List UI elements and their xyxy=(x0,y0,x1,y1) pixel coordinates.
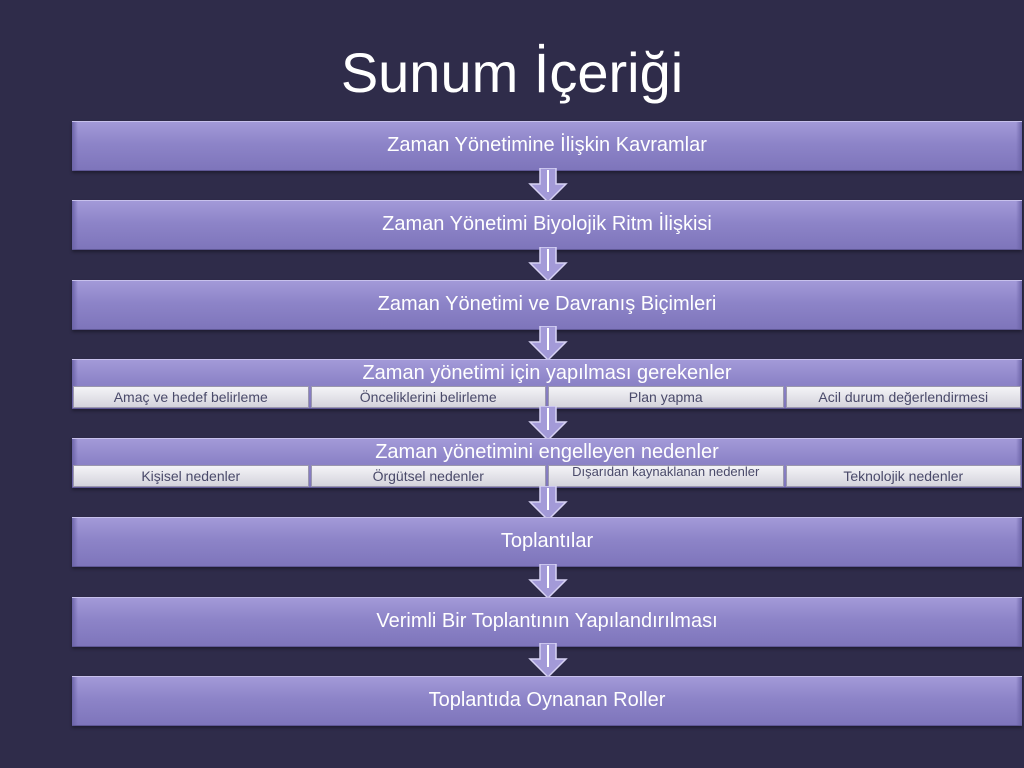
sub-item: Kişisel nedenler xyxy=(73,465,309,487)
step-label: Zaman yönetimi için yapılması gerekenler xyxy=(362,362,732,384)
slide-title: Sunum İçeriği xyxy=(340,41,684,104)
step-label: Zaman yönetimini engelleyen nedenler xyxy=(375,441,719,463)
step-box-7 xyxy=(72,597,1022,647)
down-arrow-icon xyxy=(528,643,568,679)
step-label: Zaman Yönetimi Biyolojik Ritm İlişkisi xyxy=(382,213,712,235)
sub-item: Dışarıdan kaynaklanan nedenler xyxy=(548,465,784,487)
step-label: Verimli Bir Toplantının Yapılandırılması xyxy=(376,610,718,632)
down-arrow-icon xyxy=(528,406,568,442)
step-label: Toplantılar xyxy=(500,530,594,552)
step-box-3 xyxy=(72,280,1022,330)
sub-item: Önceliklerini belirleme xyxy=(311,386,547,408)
sub-item: Örgütsel nedenler xyxy=(311,465,547,487)
sub-item: Teknolojik nedenler xyxy=(786,465,1022,487)
down-arrow-icon xyxy=(528,326,568,362)
step-box-1 xyxy=(72,121,1022,171)
sub-item: Acil durum değerlendirmesi xyxy=(786,386,1022,408)
down-arrow-icon xyxy=(528,564,568,600)
sub-item: Amaç ve hedef belirleme xyxy=(73,386,309,408)
step-label: Toplantıda Oynanan Roller xyxy=(428,689,666,711)
step-box-6 xyxy=(72,517,1022,567)
step-box-2 xyxy=(72,200,1022,250)
sub-item: Plan yapma xyxy=(548,386,784,408)
step-box-8 xyxy=(72,676,1022,726)
step-label: Zaman Yönetimine İlişkin Kavramlar xyxy=(387,134,707,156)
down-arrow-icon xyxy=(528,168,568,204)
step-label: Zaman Yönetimi ve Davranış Biçimleri xyxy=(377,293,717,315)
down-arrow-icon xyxy=(528,247,568,283)
sub-item-row-4 xyxy=(72,386,1022,408)
sub-item-row-5 xyxy=(72,465,1022,487)
